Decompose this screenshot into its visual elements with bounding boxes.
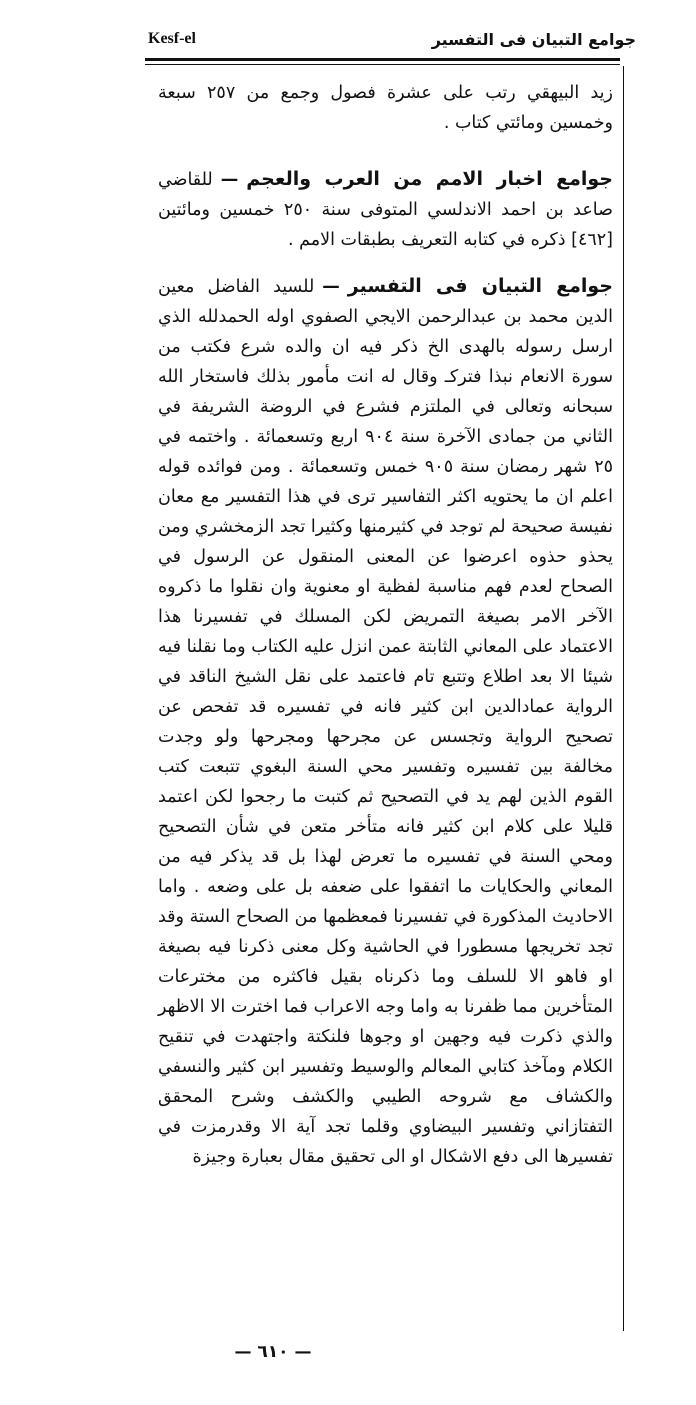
page-number: — ٦١٠ — <box>234 1342 312 1362</box>
entry-separator: — <box>322 277 340 297</box>
entry-body: للقاضي صاعد بن احمد الاندلسي المتوفى سنة ٢٥٠ خمسين ومائتين [٤٦٢] ذكره في كتابه التعريف بطبقات الامم . <box>158 170 614 250</box>
entry-title: جوامع اخبار الامم من العرب والعجم <box>246 168 613 190</box>
header-rule-thick <box>145 58 620 61</box>
entry-title: جوامع التبيان فى التفسير <box>347 275 613 297</box>
entry-body: للسيد الفاضل معين الدين محمد بن عبدالرحمن الايجي الصفوي اوله الحمدلله الذي ارسل رسوله بالهدى الخ ذكر فيه ان والده شرع فكتب من سورة الانعام نبذا فتركـ وقال له انت مأمور بذلك فاستخار الله سبحانه وتعالى في الملتزم فشرع في الروضة الشريفة في الثاني من جمادى الآخرة سنة ٩٠٤ اربع وتسعمائة . واختمه في ٢٥ شهر رمضان سنة ٩٠٥ خمس وتسعمائة . ومن فوائده قوله اعلم ان ما يحتويه اكثر التفاسير ترى في هذا التفسير مع معان نفيسة صحيحة لم توجد في كثيرمنها وكثيرا تجد الزمخشري ومن يحذو حذوه اعرضوا عن المعنى المنقول عن الرسول في الصحاح لعدم فهم مناسبة لفظية او معنوية وان نقلوا ما ذكروه الآخر الامر بصيغة التمريض لكن المسلك في تفسيرنا هذا الاعتماد على المعاني الثابتة عمن انزل عليه الكتاب وما نقلنا فيه شيئا الا بعد اطلاع وتتبع تام فاعتمد على نقل الشيخ الناقد في الرواية عمادالدين ابن كثير فانه في تفسيره قد تفحص عن تصحيح الرواية وتجسس عن مجرحها ومجرحها ولو وجدت مخالفة بين تفسيره وتفسير محي السنة البغوي تتبعت كتب القوم الذين لهم يد في التصحيح ثم كتبت ما رجحوا لكن اعتمد قليلا على كلام ابن كثير فانه متأخر متعن في شأن التصحيح ومحي السنة في تفسيره ما تعرض لهذا بل قد يذكر فيه من المعاني والحكايات ما اتفقوا على ضعفه بل على وضعه . واما الاحاديث المذكورة في تفسيرنا فمعظمها من الصحاح الستة وقد تجد تخريجها مسطورا في الحاشية وكل معنى ذكرنا فيه بصيغة او فاهو الا للسلف وما ذكرناه بقيل فاكثره من مخترعات المتأخرين مما ظفرنا به واما وجه الاعراب فما اخترت الا الاظهر والذي ذكرت فيه وجهين او وجوها فلنكتة واجتهدت في تنقيح الكلام ومآخذ كتابي المعالم والوسيط وتفسير ابن كثير والنسفي والكشاف مع شروحه الطيبي والكشف وشرح المحقق التفتازاني وتفسير البيضاوي وقلما تجد آية الا وقدرمزت في تفسيرها الى دفع الاشكال او الى تحقيق مقال بعبارة وجيزة <box>158 277 613 1167</box>
margin-rule <box>623 66 624 1331</box>
entry-separator: — <box>220 170 239 190</box>
running-head-title: جوامع التبيان فى التفسير <box>431 30 636 49</box>
entry-akhbar-al-umam <box>158 164 613 255</box>
continued-paragraph: زيد البيهقي رتب على عشرة فصول وجمع من ٢٥٧ سبعة وخمسين ومائتي كتاب . <box>158 83 613 133</box>
main-text <box>158 78 613 1188</box>
header-rule-thin <box>145 64 620 65</box>
entry-jawami-al-tibyan <box>158 271 613 1172</box>
running-head-label: Kesf-el <box>148 30 196 47</box>
running-head <box>148 30 636 60</box>
